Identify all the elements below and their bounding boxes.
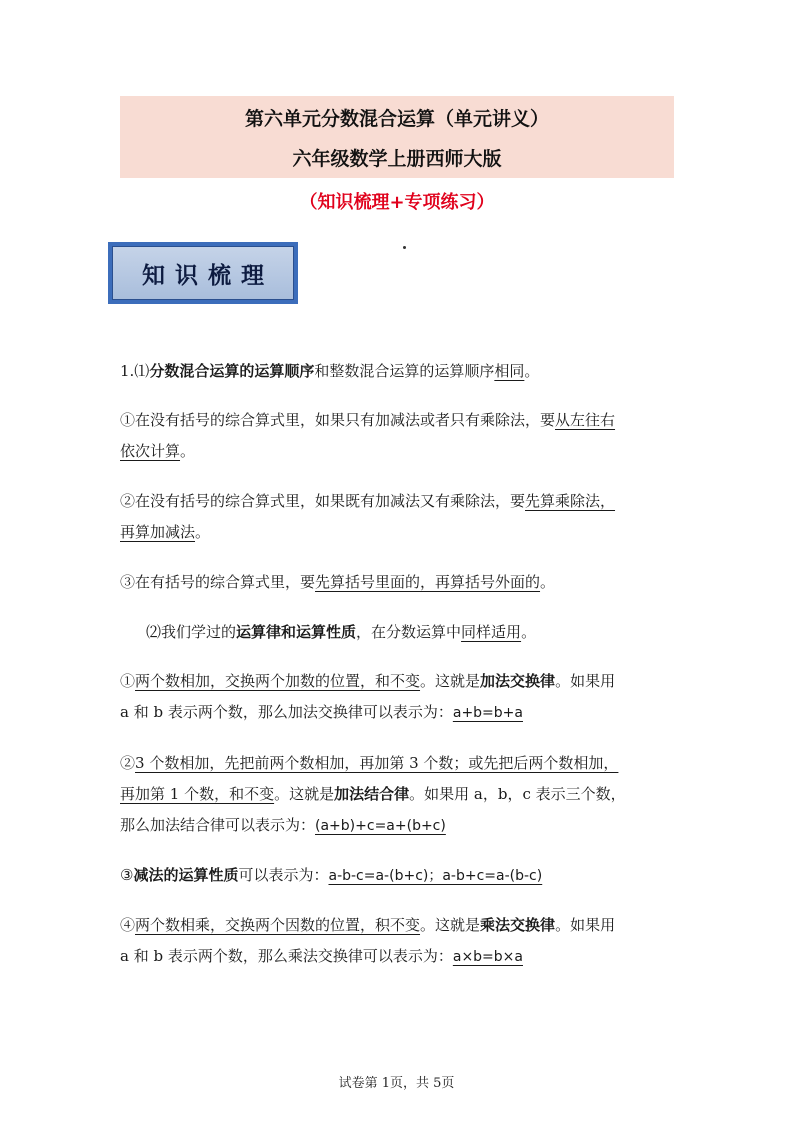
p6-underline: 两个数相加，交换两个加数的位置，和不变 [135,672,421,690]
stray-dot [403,246,406,249]
p1-underline: 相同 [494,362,525,380]
p4-end: 。 [540,573,556,591]
p1-text: 和整数混合运算的运算顺序 [314,362,495,380]
p3-underline-2: 再算加减法 [120,523,196,541]
paragraph-6 [120,666,676,729]
paragraph-1 [120,356,676,387]
p1-number: 1.⑴ [120,362,150,380]
p9-underline: 两个数相乘，交换两个因数的位置，积不变 [135,916,421,934]
p3-text: ②在没有括号的综合算式里，如果既有加减法又有乘除法，要 [120,492,526,510]
knowledge-badge-inner [112,246,294,300]
p7-formula: (a+b)+c=a+(b+c) [315,818,446,834]
page-footer: 试卷第 1页，共 5页 [338,1076,455,1091]
p7-text-2: 。如果用 a，b，c 表示三个数， [409,785,626,803]
p4-text: ③在有括号的综合算式里，要 [120,573,316,591]
p9-text-3: a 和 b 表示两个数，那么乘法交换律可以表示为： [120,947,453,965]
p6-text: 。这就是 [420,672,481,690]
p2-text: ①在没有括号的综合算式里，如果只有加减法或者只有乘除法，要 [120,411,556,429]
p6-text-2: 。如果用 [555,672,616,690]
p9-bold: 乘法交换律 [480,916,556,934]
document-title: 第六单元分数混合运算（单元讲义） [244,108,549,130]
p6-number: ① [120,672,136,690]
p6-text-3: a 和 b 表示两个数，那么加法交换律可以表示为： [120,703,453,721]
p5-underline: 同样适用 [461,623,522,641]
title-block [120,96,674,178]
p2-end: 。 [180,442,196,460]
p7-bold: 加法结合律 [334,785,410,803]
p3-end: 。 [195,523,211,541]
p9-text: 。这就是 [420,916,481,934]
p6-bold: 加法交换律 [480,672,556,690]
p3-underline-1: 先算乘除法， [525,492,616,510]
p5-number: ⑵我们学过的 [146,623,237,641]
paragraph-3 [120,486,676,548]
p8-formula: a-b-c=a-(b+c)；a-b+c=a-(b-c) [328,868,543,884]
p6-formula: a+b=b+a [452,705,523,721]
p9-number: ④ [120,916,136,934]
p9-text-2: 。如果用 [555,916,616,934]
knowledge-badge [108,242,298,304]
p4-underline: 先算括号里面的，再算括号外面的 [315,573,541,591]
section-subtitle: （知识梳理+专项练习） [299,192,495,213]
p7-number: ② [120,754,136,772]
p8-bold: 减法的运算性质 [133,866,239,884]
p2-underline-2: 依次计算 [120,442,181,460]
document-subtitle: 六年级数学上册西师大版 [292,148,502,170]
paragraph-4 [120,567,676,598]
p5-text: ，在分数运算中 [356,623,462,641]
p7-underline-1: 3 个数相加，先把前两个数相加，再加第 3 个数；或先把后两个数相加， [135,754,619,772]
paragraph-2 [120,405,676,467]
p7-underline-2: 再加第 1 个数，和不变 [120,785,275,803]
p2-underline-1: 从左往右 [555,411,616,429]
p1-bold: 分数混合运算的运算顺序 [149,362,315,380]
p5-end: 。 [521,623,537,641]
paragraph-9 [120,910,676,973]
paragraph-8 [120,860,676,892]
p1-end: 。 [524,362,540,380]
knowledge-badge-label: 知识梳理 [142,262,274,289]
p8-number: ③ [120,866,134,884]
p5-bold: 运算律和运算性质 [236,623,357,641]
p9-formula: a×b=b×a [452,949,523,965]
p7-text: 。这就是 [274,785,335,803]
p7-text-3: 那么加法结合律可以表示为： [120,816,316,834]
paragraph-5 [146,617,702,648]
paragraph-7 [120,748,676,842]
p8-text: 可以表示为： [238,866,329,884]
